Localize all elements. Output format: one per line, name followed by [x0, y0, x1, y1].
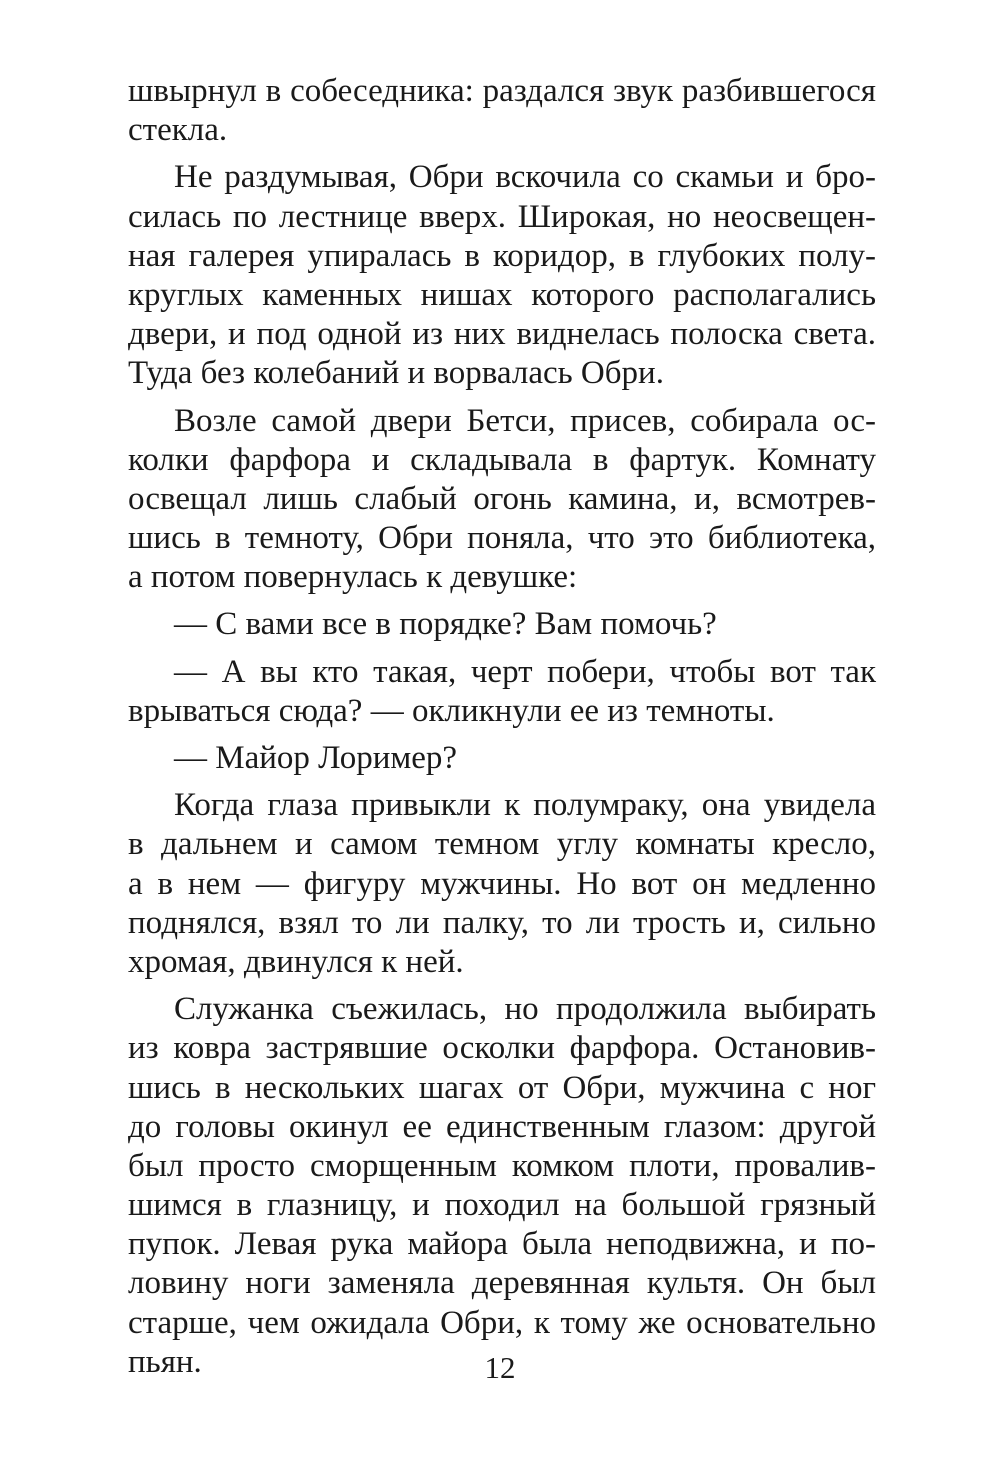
- text-line: в дальнем и самом темном углу комнаты кресло,: [128, 826, 876, 863]
- text-line: пьян.: [128, 1343, 202, 1380]
- text-line: ная галерея упиралась в коридор, в глубоких полу-: [128, 237, 876, 274]
- text-line: Не раздумывая, Обри вскочила со скамьи и бро-: [174, 159, 876, 196]
- text-line: был просто сморщенным комком плоти, провалив-: [128, 1147, 876, 1184]
- paragraph-7: [128, 786, 876, 982]
- paragraph-8: [128, 990, 876, 1382]
- text-line: поднялся, взял то ли палку, то ли трость и, сильно: [128, 904, 876, 941]
- text-line: силась по лестнице вверх. Широкая, но неосвещен-: [128, 198, 876, 235]
- text-line: освещал лишь слабый огонь камина, и, всмотрев-: [128, 480, 876, 517]
- paragraph-5: [128, 653, 876, 731]
- text-line: врываться сюда? — окликнули ее из темноты.: [128, 692, 775, 729]
- text-line: старше, чем ожидала Обри, к тому же основательно: [128, 1304, 876, 1341]
- text-line: двери, и под одной из них виднелась полоска света.: [128, 316, 876, 353]
- text-line: Когда глаза привыкли к полумраку, она увидела: [174, 787, 876, 824]
- text-line: ловину ноги заменяла деревянная культя. Он был: [128, 1265, 876, 1302]
- page-body: [128, 72, 876, 1390]
- text-line: шись в нескольких шагах от Обри, мужчина с ног: [128, 1069, 876, 1106]
- paragraph-3: [128, 402, 876, 598]
- text-line: пупок. Левая рука майора была неподвижна, и по-: [128, 1226, 876, 1263]
- paragraph-4: [128, 605, 876, 644]
- paragraph-1: [128, 72, 876, 150]
- text-line: а потом повернулась к девушке:: [128, 559, 578, 596]
- text-line: Туда без колебаний и ворвалась Обри.: [128, 355, 664, 392]
- text-line: а в нем — фигуру мужчины. Но вот он медленно: [128, 865, 876, 902]
- text-line: — С вами все в порядке? Вам помочь?: [174, 606, 717, 643]
- text-line: из ковра застрявшие осколки фарфора. Остановив-: [128, 1030, 876, 1067]
- page-number: 12: [484, 1350, 516, 1385]
- paragraph-2: [128, 158, 876, 393]
- text-line: шись в темноту, Обри поняла, что это библиотека,: [128, 520, 876, 557]
- text-line: Возле самой двери Бетси, присев, собирала ос-: [174, 402, 876, 439]
- text-line: колки фарфора и складывала в фартук. Комнату: [128, 441, 876, 478]
- text-line: — Майор Лоример?: [174, 740, 458, 776]
- text-line: — А вы кто такая, черт побери, чтобы вот так: [174, 653, 876, 690]
- text-line: круглых каменных нишах которого располагались: [128, 276, 876, 313]
- text-line: шимся в глазницу, и походил на большой грязный: [128, 1187, 876, 1224]
- text-line: до головы окинул ее единственным глазом: другой: [128, 1108, 876, 1145]
- paragraph-6: [128, 739, 876, 778]
- text-line: Служанка съежилась, но продолжила выбирать: [174, 991, 876, 1028]
- text-line: швырнул в собеседника: раздался звук разбившегося: [128, 73, 876, 109]
- text-line: хромая, двинулся к ней.: [128, 943, 464, 980]
- text-line: стекла.: [128, 112, 228, 149]
